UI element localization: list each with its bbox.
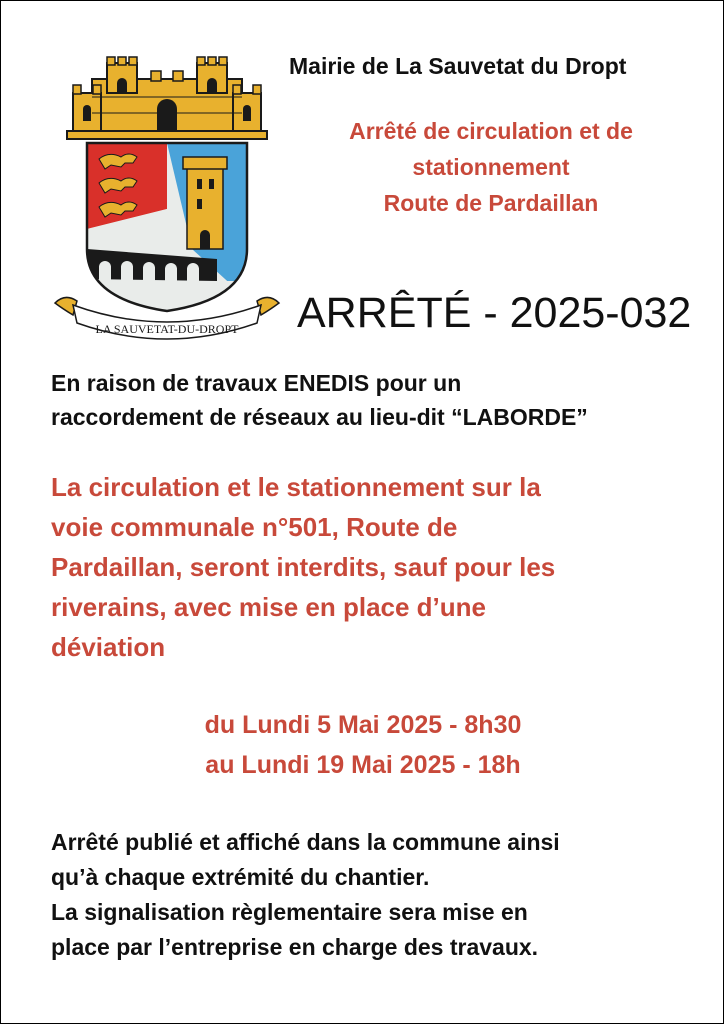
footer-paragraph bbox=[51, 825, 691, 965]
footer-line: Arrêté publié et affiché dans la commune ainsi bbox=[51, 829, 560, 855]
subject-line: stationnement bbox=[412, 154, 570, 180]
footer-line: qu’à chaque extrémité du chantier. bbox=[51, 864, 430, 890]
decision-paragraph bbox=[51, 467, 691, 667]
coat-of-arms-logo bbox=[47, 49, 287, 345]
reason-line: En raison de travaux ENEDIS pour un bbox=[51, 370, 462, 396]
shield-icon bbox=[87, 143, 247, 323]
notice-subject bbox=[301, 113, 681, 221]
date-range bbox=[1, 705, 724, 785]
town-hall-name: Mairie de La Sauvetat du Dropt bbox=[289, 53, 627, 79]
lion-icon bbox=[99, 154, 137, 217]
svg-text:LA SAUVETAT-DU-DROPT: LA SAUVETAT-DU-DROPT bbox=[95, 322, 239, 336]
reason-line: raccordement de réseaux au lieu-dit “LABORDE” bbox=[51, 404, 588, 430]
subject-line: Route de Pardaillan bbox=[383, 190, 599, 216]
end-date: au Lundi 19 Mai 2025 - 18h bbox=[205, 751, 521, 779]
decision-line: Pardaillan, seront interdits, sauf pour les bbox=[51, 552, 556, 582]
subject-line: Arrêté de circulation et de bbox=[349, 118, 633, 144]
decision-line: La circulation et le stationnement sur la bbox=[51, 472, 541, 502]
footer-line: place par l’entreprise en charge des travaux. bbox=[51, 934, 539, 960]
castle-crown-icon bbox=[67, 57, 267, 139]
reason-paragraph bbox=[51, 366, 691, 434]
decision-line: riverains, avec mise en place d’une bbox=[51, 592, 487, 622]
footer-line: La signalisation règlementaire sera mise en bbox=[51, 899, 528, 925]
decision-line: déviation bbox=[51, 632, 166, 662]
arrete-number: ARRÊTÉ - 2025-032 bbox=[297, 289, 692, 337]
start-date: du Lundi 5 Mai 2025 - 8h30 bbox=[204, 711, 522, 739]
decision-line: voie communale n°501, Route de bbox=[51, 512, 458, 542]
